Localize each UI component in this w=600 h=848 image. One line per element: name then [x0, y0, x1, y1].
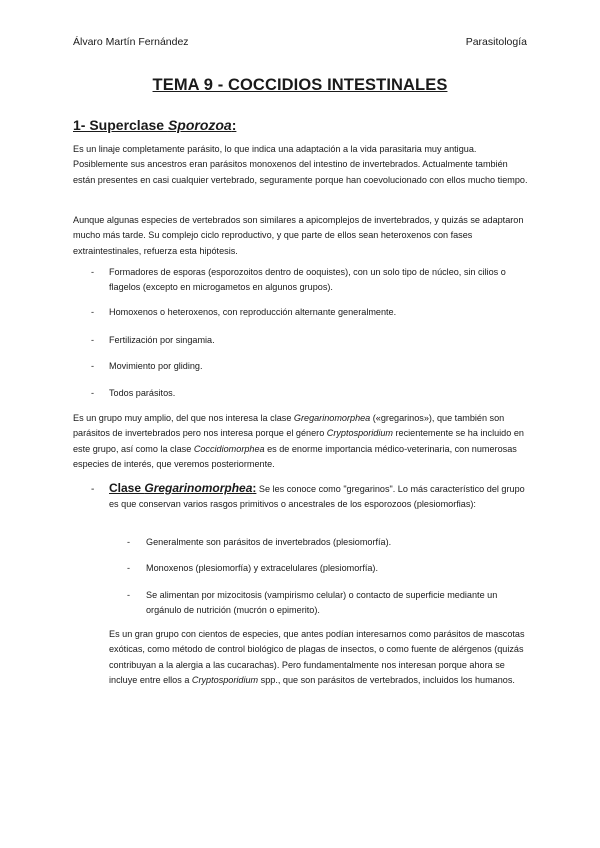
- class-heading-label: Clase: [109, 481, 145, 495]
- taxon-name: Cryptosporidium: [326, 428, 393, 439]
- text-run: spp., que son parásitos de vertebrados, incluidos los humanos.: [258, 674, 515, 685]
- taxon-name: Cryptosporidium: [191, 674, 259, 685]
- text-run: recientemente se ha incluido en este grupo, así como la clase: [73, 428, 524, 454]
- text-run: es de enorme importancia médico-veterinaria, con numerosas especies de interés, que veremos posteriormente.: [73, 443, 517, 469]
- taxon-name: Gregarinomorphea: [293, 413, 371, 423]
- section-heading-suffix: :: [231, 117, 237, 133]
- header-author: Álvaro Martín Fernández: [73, 36, 189, 48]
- bullet-dash: -: [91, 361, 95, 371]
- bullet-dash: -: [91, 307, 95, 317]
- bullet-dash: -: [91, 388, 95, 398]
- section-heading-name: Sporozoa: [167, 117, 232, 133]
- list-item: [91, 305, 529, 320]
- sub-list-item-text: Se alimentan por mizocitosis (vampirismo celular) o contacto de superficie mediante un orgánulo de nutrición (mucrón o epimerito).: [146, 590, 498, 616]
- section-heading: [73, 117, 236, 133]
- list-item: [91, 265, 529, 296]
- sub-list-item: [127, 535, 530, 550]
- bullet-dash: -: [127, 537, 131, 547]
- text-run: Es un grupo muy amplio, del que nos interesa la clase: [73, 413, 294, 423]
- class-heading-colon: :: [252, 481, 257, 495]
- class-description: Se les conoce como "gregarinos". Lo más característico del grupo es que conservan varios rasgos primitivos o ancestrales de los esporozoos (plesiomorfias):: [109, 484, 525, 510]
- list-item: [91, 333, 529, 348]
- paragraph-1: Es un linaje completamente parásito, lo que indica una adaptación a la vida parasitaria muy antigua. Posiblemente sus ancestros eran parásitos monoxenos del intestino de invertebrados. Actualmente también están presentes en casi cualquier vertebrado, seguramente porque han coevolucionado con ellos mucho tiempo.: [73, 144, 528, 185]
- list-item-text: Formadores de esporas (esporozoitos dentro de ooquistes), con un solo tipo de núcleo, sin cilios o flagelos (excepto en microgametos en algunos grupos).: [109, 267, 506, 293]
- class-heading: [109, 481, 256, 495]
- list-item-text: Todos parásitos.: [109, 388, 176, 398]
- text-run: Es un gran grupo con cientos de especies, que antes podían interesarnos como parásitos de mascotas exóticas, como método de control biológico de plagas de insectos, o como fuente de alérgenos (quizás contribuyan a la alergia a las cucarachas). Pero fundamentalmente nos interesan porque ahora se incluye entre ellos a: [109, 629, 525, 685]
- paragraph-4: [109, 627, 530, 688]
- list-item-text: Movimiento por gliding.: [109, 361, 203, 371]
- list-item: [91, 386, 529, 401]
- bullet-dash: -: [91, 335, 95, 345]
- bullet-dash: -: [91, 484, 95, 495]
- paragraph-2: Aunque algunas especies de vertebrados son similares a apicomplejos de invertebrados, y quizás se adaptaron mucho más tarde. Su complejo ciclo reproductivo, y que parte de ellos sean heteroxenos con fases extraintestinales, refuerza esta hipótesis.: [73, 215, 524, 256]
- sub-list-item-text: Monoxenos (plesiomorfía) y extracelulares (plesiomorfía).: [146, 563, 378, 573]
- page-header: [73, 36, 527, 52]
- text-run: («gregarinos»), que también son parásitos de invertebrados pero nos interesa porque el género: [73, 413, 505, 439]
- bullet-dash: -: [91, 267, 95, 277]
- class-gregarinomorphea-item: [91, 481, 530, 513]
- list-item: [91, 359, 529, 374]
- sub-list-item: [127, 561, 530, 576]
- class-heading-name: Gregarinomorphea: [144, 481, 253, 495]
- list-item-text: Homoxenos o heteroxenos, con reproducción alternante generalmente.: [109, 307, 397, 317]
- header-subject: Parasitología: [465, 36, 527, 48]
- bullet-dash: -: [127, 590, 131, 600]
- paragraph-3: [73, 411, 530, 472]
- page-title: TEMA 9 - COCCIDIOS INTESTINALES: [152, 76, 448, 94]
- sub-list-item-text: Generalmente son parásitos de invertebrados (plesiomorfía).: [146, 537, 392, 547]
- taxon-name: Coccidiomorphea: [193, 443, 265, 454]
- section-heading-prefix: 1- Superclase: [73, 117, 168, 133]
- bullet-dash: -: [127, 563, 131, 573]
- sub-list-item: [127, 588, 530, 619]
- list-item-text: Fertilización por singamia.: [109, 335, 215, 345]
